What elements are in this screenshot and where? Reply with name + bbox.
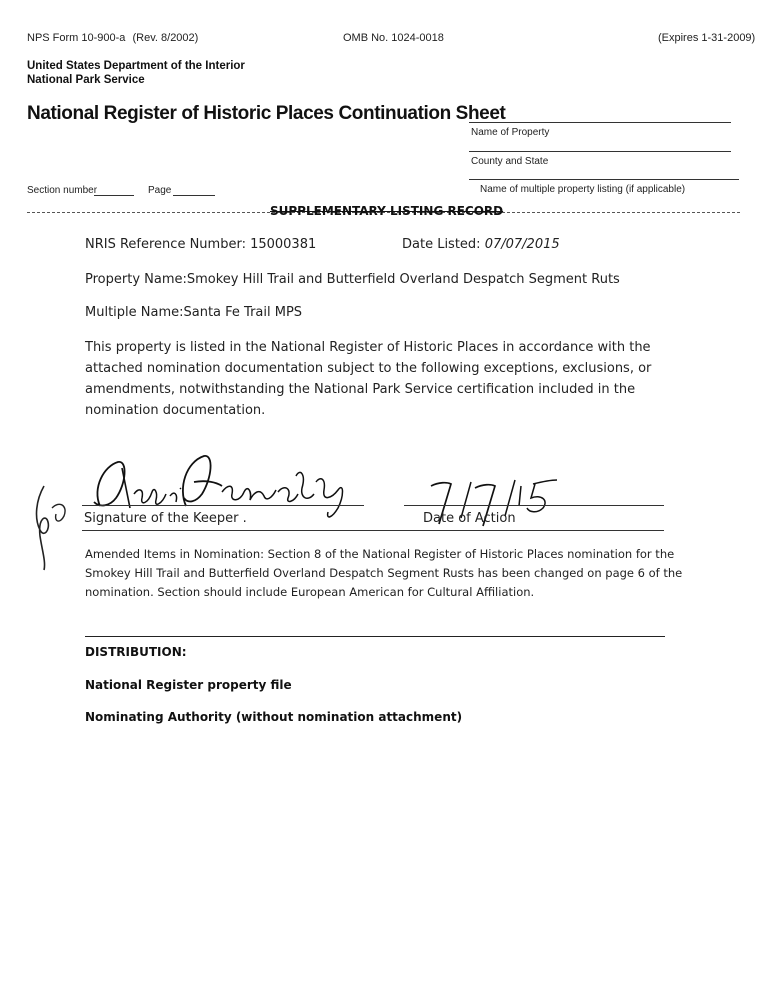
name-of-property-line: [469, 122, 731, 123]
distribution-divider: [85, 636, 665, 637]
expiration-date: (Expires 1-31-2009): [658, 32, 756, 44]
omb-number: OMB No. 1024-0018: [343, 32, 444, 44]
page-blank: [173, 195, 215, 196]
signature-line: [82, 505, 364, 506]
date-listed-value: 07/07/2015: [484, 237, 560, 252]
distribution-heading: DISTRIBUTION:: [85, 645, 187, 659]
multiple-listing-label: Name of multiple property listing (if applicable): [480, 184, 686, 195]
agency-block: [27, 59, 245, 87]
listing-statement: This property is listed in the National Register of Historic Places in accordance with the attached nomination documentation subject to the following exceptions, exclusions, or amendments, notwithstanding the National Park Service certification included in the nomination documentation.: [85, 340, 652, 418]
property-name: Property Name:Smokey Hill Trail and Butterfield Overland Despatch Segment Ruts: [85, 272, 620, 287]
date-of-action-line: [404, 505, 664, 506]
date-listed-label: Date Listed:: [402, 237, 485, 252]
section-number-blank: [94, 195, 134, 196]
county-state-line: [469, 151, 731, 152]
form-revision: (Rev. 8/2002): [132, 32, 199, 44]
signature-underline: [82, 530, 664, 531]
handwritten-initials: [30, 478, 75, 573]
multiple-name: Multiple Name:Santa Fe Trail MPS: [85, 305, 303, 320]
department-name: United States Department of the Interior: [27, 60, 245, 72]
supplementary-listing-heading: SUPPLEMENTARY LISTING RECORD: [270, 204, 504, 218]
distribution-item-property-file: National Register property file: [85, 678, 292, 692]
signature-of-keeper-label: Signature of the Keeper .: [84, 511, 247, 526]
form-number: NPS Form 10-900-a: [27, 32, 126, 44]
date-of-action-label: Date of Action: [423, 511, 516, 526]
nris-reference: NRIS Reference Number: 15000381: [85, 237, 317, 252]
name-of-property-label: Name of Property: [471, 127, 550, 138]
form-title: National Register of Historic Places Continuation Sheet: [27, 103, 506, 124]
county-state-label: County and State: [471, 156, 549, 167]
service-name: National Park Service: [27, 74, 145, 86]
amendment-text: Amended Items in Nomination: Section 8 of the National Register of Historic Places nomination for the Smokey Hill Trail and Butterfield Overland Despatch Segment Rusts has been changed on page 6 of the nomination. Section should include European American for Cultural Affiliation.: [85, 547, 683, 599]
multiple-listing-line: [469, 179, 739, 180]
distribution-item-nominating-authority: Nominating Authority (without nomination attachment): [85, 710, 463, 724]
date-listed: [402, 237, 560, 252]
section-number-label: Section number: [27, 185, 98, 196]
page-label: Page: [148, 185, 172, 196]
form-number-line: [27, 32, 198, 44]
